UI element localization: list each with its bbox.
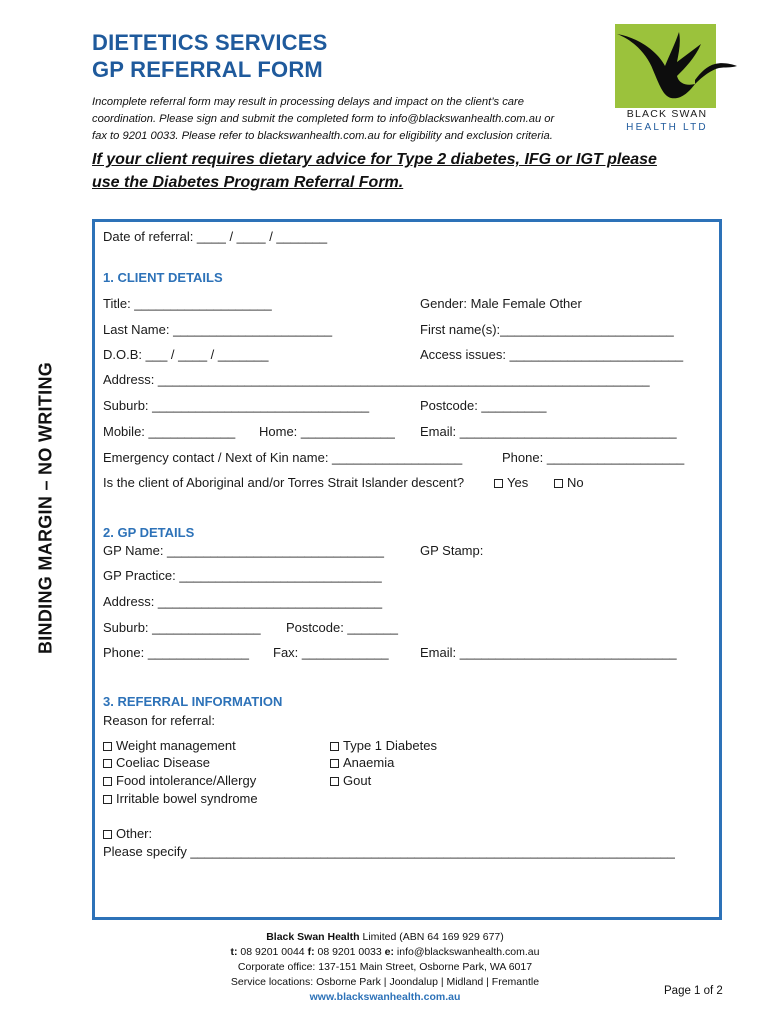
checkbox-icon[interactable]: [330, 759, 339, 768]
footer-phone: 08 9201 0044: [237, 946, 308, 958]
checkbox-icon[interactable]: [103, 742, 112, 751]
emergency-phone-field[interactable]: Phone: ___________________: [502, 450, 685, 465]
referral-info-heading: 3. REFERRAL INFORMATION: [103, 694, 283, 709]
client-details-heading: 1. CLIENT DETAILS: [103, 270, 223, 285]
atsi-no-label: No: [567, 475, 584, 490]
option-label: Coeliac Disease: [116, 755, 210, 770]
checkbox-icon[interactable]: [103, 777, 112, 786]
option-label: Other:: [116, 826, 153, 841]
option-food-intolerance[interactable]: [103, 773, 256, 789]
first-names-field[interactable]: First name(s):________________________: [420, 322, 674, 337]
option-gout[interactable]: [330, 773, 371, 789]
last-name-field[interactable]: Last Name: ______________________: [103, 322, 333, 337]
checkbox-icon[interactable]: [103, 830, 112, 839]
mobile-field[interactable]: Mobile: ____________: [103, 424, 236, 439]
intro-line-1: Incomplete referral form may result in processing delays and impact on the client’s care: [92, 96, 524, 108]
logo-text: [612, 108, 722, 134]
footer-email: info@blackswanhealth.com.au: [394, 946, 540, 958]
atsi-question: Is the client of Aboriginal and/or Torres Strait Islander descent?: [103, 475, 465, 490]
footer-fax: 08 9201 0033: [314, 946, 385, 958]
checkbox-icon[interactable]: [330, 742, 339, 751]
option-type-1-diabetes[interactable]: [330, 738, 437, 754]
client-address-field[interactable]: Address: ____________________________________________________________________: [103, 372, 650, 387]
footer-website-link[interactable]: www.blackswanhealth.com.au: [309, 991, 461, 1003]
checkbox-icon[interactable]: [330, 777, 339, 786]
footer-service-locations: Service locations: Osborne Park | Joondalup | Midland | Fremantle: [230, 976, 540, 988]
footer: [180, 930, 590, 1005]
phone-label: t:: [230, 946, 238, 958]
checkbox-icon[interactable]: [103, 759, 112, 768]
atsi-yes-option[interactable]: [494, 475, 528, 491]
intro-line-2: coordination. Please sign and submit the completed form to info@blackswanhealth.com.au or: [92, 113, 555, 125]
client-suburb-field[interactable]: Suburb: ______________________________: [103, 398, 370, 413]
checkbox-icon[interactable]: [103, 795, 112, 804]
gp-phone-field[interactable]: Phone: ______________: [103, 645, 250, 660]
option-ibs[interactable]: [103, 791, 258, 807]
logo-text-line-1: BLACK SWAN: [626, 108, 708, 120]
logo-text-line-2: HEALTH LTD: [626, 122, 708, 133]
option-label: Gout: [343, 773, 372, 788]
gp-address-field[interactable]: Address: _______________________________: [103, 594, 383, 609]
gp-fax-field[interactable]: Fax: ____________: [273, 645, 389, 660]
notice-line-1: If your client requires dietary advice for Type 2 diabetes, IFG or IGT please: [92, 151, 657, 168]
gp-suburb-field[interactable]: Suburb: _______________: [103, 620, 261, 635]
atsi-yes-label: Yes: [507, 475, 529, 490]
footer-company-line: [180, 930, 590, 945]
please-specify-field[interactable]: Please specify ___________________________________________________________________: [103, 844, 675, 859]
client-postcode-field[interactable]: Postcode: _________: [420, 398, 547, 413]
title-field[interactable]: Title: ___________________: [103, 296, 272, 311]
gp-practice-field[interactable]: GP Practice: ____________________________: [103, 568, 382, 583]
dob-field[interactable]: D.O.B: ___ / ____ / _______: [103, 347, 269, 362]
form-title: [92, 29, 327, 83]
reason-for-referral-label: Reason for referral:: [103, 713, 215, 728]
option-anaemia[interactable]: [330, 755, 394, 771]
gender-field[interactable]: Gender: Male Female Other: [420, 296, 582, 311]
checkbox-icon[interactable]: [494, 479, 503, 488]
email-label: e:: [384, 946, 394, 958]
gp-stamp-label: GP Stamp:: [420, 543, 484, 558]
footer-contact-line: [180, 945, 590, 960]
footer-abn: Limited (ABN 64 169 929 677): [359, 931, 504, 943]
gp-postcode-field[interactable]: Postcode: _______: [286, 620, 399, 635]
diabetes-notice: [92, 148, 732, 194]
intro-text: [92, 94, 612, 145]
option-label: Weight management: [116, 738, 236, 753]
title-line-1: DIETETICS SERVICES: [92, 30, 328, 55]
option-label: Food intolerance/Allergy: [116, 773, 257, 788]
footer-company: Black Swan Health: [266, 931, 360, 943]
date-of-referral-field[interactable]: Date of referral: ____ / ____ / _______: [103, 229, 328, 244]
option-label: Anaemia: [343, 755, 395, 770]
logo: [615, 24, 716, 108]
option-label: Type 1 Diabetes: [343, 738, 437, 753]
notice-line-2: use the Diabetes Program Referral Form.: [92, 174, 404, 191]
access-issues-field[interactable]: Access issues: ________________________: [420, 347, 684, 362]
client-email-field[interactable]: Email: ______________________________: [420, 424, 677, 439]
atsi-no-option[interactable]: [554, 475, 584, 491]
option-other[interactable]: [103, 826, 152, 842]
page-number: Page 1 of 2: [664, 985, 723, 997]
gp-name-field[interactable]: GP Name: ______________________________: [103, 543, 384, 558]
binding-margin-label: BINDING MARGIN – NO WRITING: [35, 361, 56, 655]
black-swan-icon: [615, 24, 716, 108]
option-label: Irritable bowel syndrome: [116, 791, 258, 806]
gp-details-heading: 2. GP DETAILS: [103, 525, 195, 540]
option-coeliac-disease[interactable]: [103, 755, 210, 771]
option-weight-management[interactable]: [103, 738, 236, 754]
fax-label: f:: [307, 946, 315, 958]
emergency-contact-field[interactable]: Emergency contact / Next of Kin name: __________________: [103, 450, 463, 465]
intro-line-3: fax to 9201 0033. Please refer to blackswanhealth.com.au for eligibility and exclusion criteria.: [92, 130, 553, 142]
home-phone-field[interactable]: Home: _____________: [259, 424, 395, 439]
title-line-2: GP REFERRAL FORM: [92, 57, 323, 82]
gp-email-field[interactable]: Email: ______________________________: [420, 645, 677, 660]
footer-corporate-office: Corporate office: 137-151 Main Street, Osborne Park, WA 6017: [237, 961, 533, 973]
checkbox-icon[interactable]: [554, 479, 563, 488]
